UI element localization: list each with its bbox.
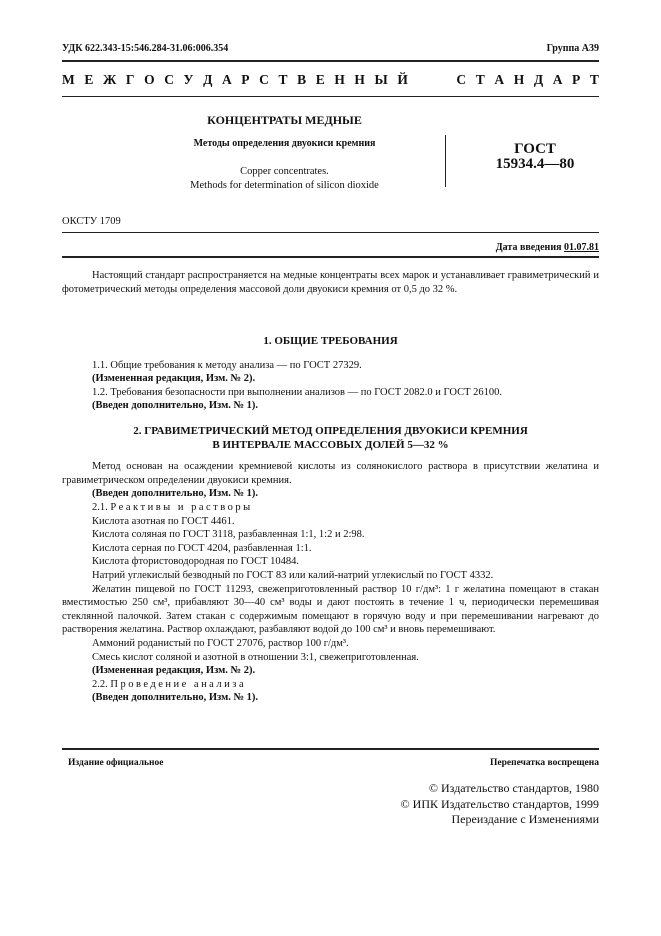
reagent-item: Кислота фтористоводородная по ГОСТ 10484.	[92, 556, 300, 568]
ammonium-paragraph: Аммоний роданистый по ГОСТ 27076, раствор 100 г/дм³.	[92, 637, 349, 649]
gelatin-paragraph: Желатин пищевой по ГОСТ 11293, свежеприготовленный раствор 10 г/дм³: 1 г желатина помещают в стакан вместимостью 250 см³, прибавляют 30—40 см³ воды и дают постоять в течение 1 ч, периодически перемешивая стеклянной палочкой. Затем стакан с содержимым помещают в горячую воду и при перемешивании нагревают до растворения желатина. Раствор охлаждают, разбавляют водой до 100 см³ и вновь перемешивают.	[62, 583, 599, 636]
reagent-item: Кислота серная по ГОСТ 4204, разбавленная 1:1.	[92, 542, 312, 554]
clause-1-1: 1.1. Общие требования к методу анализа — по ГОСТ 27329.	[92, 359, 362, 371]
clause-2-1: 2.1. Реактивы и растворы	[92, 501, 253, 513]
interstate-standard-banner: М Е Ж Г О С У Д А Р С Т В Е Н Н Ы Й С Т А Н Д А Р Т	[62, 72, 599, 87]
section-2	[62, 425, 599, 705]
title-divider	[445, 135, 446, 187]
method-note: (Введен дополнительно, Изм. № 1).	[92, 488, 259, 500]
document-title: КОНЦЕНТРАТЫ МЕДНЫЕ	[207, 113, 362, 127]
section-1	[62, 335, 599, 413]
okstu-code: ОКСТУ 1709	[62, 216, 121, 227]
introduction-date-value: 01.07.81	[564, 242, 599, 253]
reagent-item: Кислота соляная по ГОСТ 3118, разбавленная 1:1, 1:2 и 2:98.	[92, 529, 365, 541]
footer-rule	[62, 748, 599, 750]
copyright-line: © Издательство стандартов, 1980	[428, 781, 599, 795]
clause-2-2: 2.2. Проведение анализа	[92, 678, 247, 690]
gost-number: ГОСТ 15934.4—80	[495, 141, 575, 172]
clause-1-1-note: (Измененная редакция, Изм. № 2).	[92, 373, 256, 385]
acid-mix-paragraph: Смесь кислот соляной и азотной в отношении 3:1, свежеприготовленная.	[92, 651, 419, 663]
reprint-prohibited-label: Перепечатка воспрещена	[489, 758, 599, 768]
document-subtitle: Методы определения двуокиси кремния	[193, 138, 376, 149]
date-rule	[62, 256, 599, 258]
section-2-heading-line2: В ИНТЕРВАЛЕ МАССОВЫХ ДОЛЕЙ 5—32 %	[212, 438, 449, 451]
udk-code: УДК 622.343-15:546.284-31.06:006.354	[62, 43, 229, 54]
english-title: Copper concentrates. Methods for determination of silicon dioxide	[190, 166, 379, 191]
amendment-note-2: (Измененная редакция, Изм. № 2).	[92, 665, 256, 677]
method-paragraph: Метод основан на осаждении кремниевой кислоты из солянокислого раствора в присутствии желатина и гравиметрическом определении двуокиси кремния.	[62, 461, 599, 486]
section-1-heading: 1. ОБЩИЕ ТРЕБОВАНИЯ	[263, 335, 398, 347]
reissue-line: Переиздание с Изменениями	[451, 812, 599, 826]
official-edition-label: Издание официальное	[68, 758, 164, 768]
okstu-rule	[62, 232, 599, 233]
copyright-block	[401, 781, 599, 828]
copyright-line: © ИПК Издательство стандартов, 1999	[400, 796, 599, 811]
top-rule	[62, 60, 599, 62]
banner-rule	[62, 96, 599, 97]
group-code: Группа А39	[546, 43, 599, 54]
introduction-date: Дата введения 01.07.81	[495, 242, 599, 253]
reagent-item: Кислота азотная по ГОСТ 4461.	[92, 515, 235, 527]
intro-paragraph: Настоящий стандарт распространяется на медные концентраты всех марок и устанавливает гравиметрический и фотометрический методы определения массовой доли двуокиси кремния от 0,5 до 32 %.	[62, 270, 599, 295]
reagent-item: Натрий углекислый безводный по ГОСТ 83 или калий-натрий углекислый по ГОСТ 4332.	[92, 569, 494, 581]
clause-1-2-note: (Введен дополнительно, Изм. № 1).	[92, 400, 259, 412]
clause-1-2: 1.2. Требования безопасности при выполнении анализов — по ГОСТ 2082.0 и ГОСТ 26100.	[92, 386, 502, 398]
section-2-heading-line1: 2. ГРАВИМЕТРИЧЕСКИЙ МЕТОД ОПРЕДЕЛЕНИЯ ДВУОКИСИ КРЕМНИЯ	[133, 425, 528, 437]
amendment-note-1: (Введен дополнительно, Изм. № 1).	[92, 692, 259, 704]
